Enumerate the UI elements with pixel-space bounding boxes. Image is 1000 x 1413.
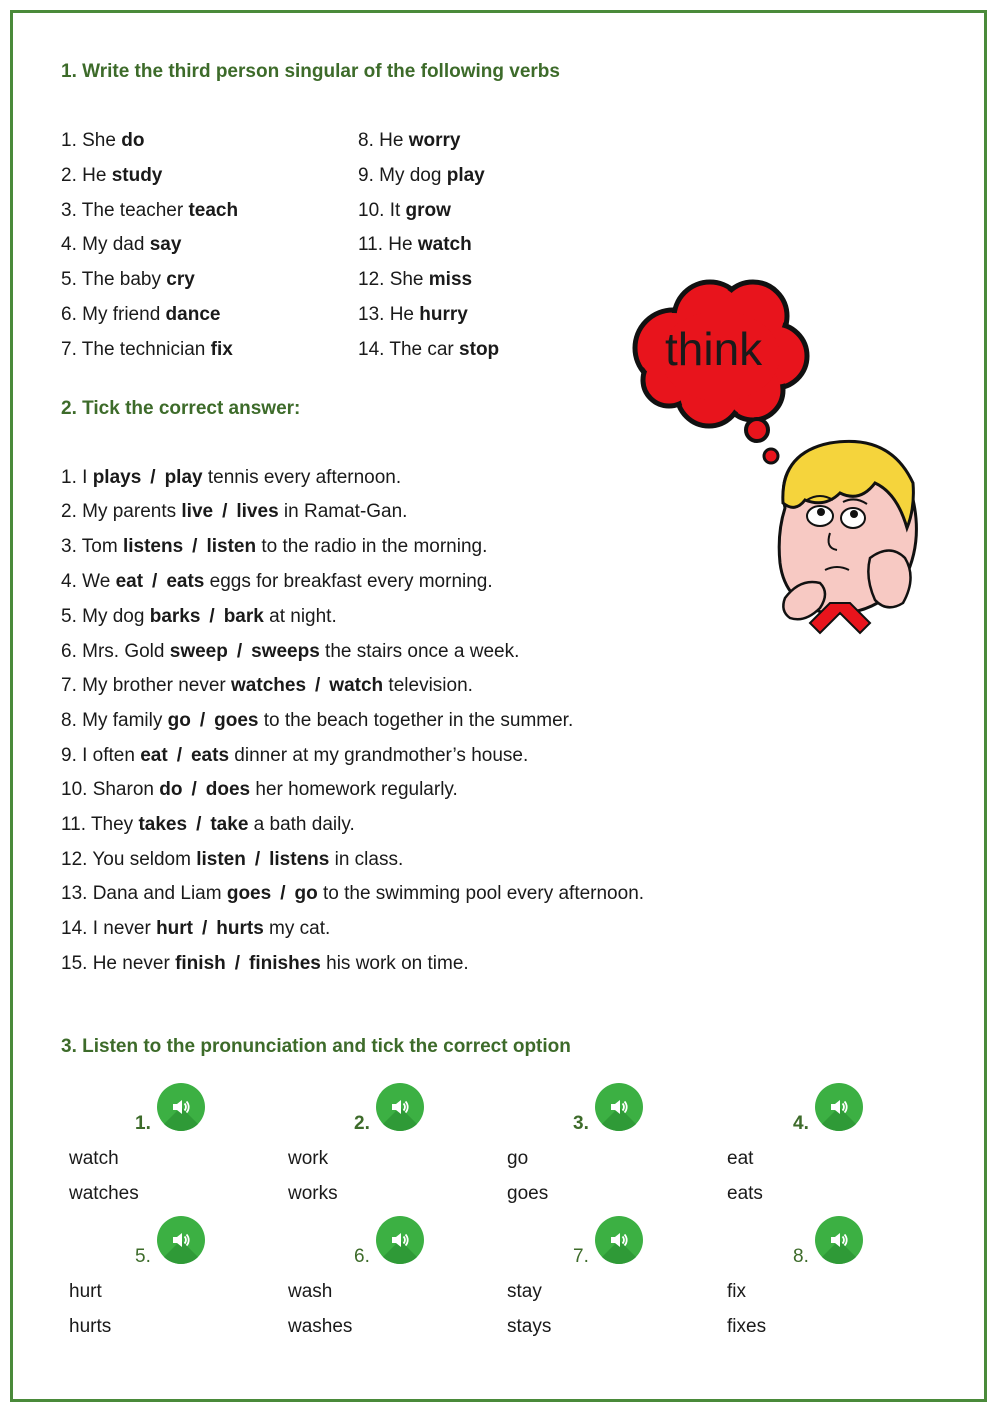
audio-play-button[interactable] xyxy=(815,1083,863,1131)
sentence-item: 15. He never finish / finishes his work on time. xyxy=(61,953,469,974)
pronunciation-option[interactable]: stays xyxy=(507,1316,552,1337)
sentence-item: 3. Tom listens / listen to the radio in the morning. xyxy=(61,536,488,557)
answer-option[interactable]: listens xyxy=(122,536,184,557)
option-number: 2. xyxy=(354,1113,370,1134)
verb-item: 13. He hurry xyxy=(358,304,468,325)
verb-item: 3. The teacher teach xyxy=(61,200,239,221)
answer-option[interactable]: eats xyxy=(166,571,205,592)
sentence-item: 1. I plays / play tennis every afternoon. xyxy=(61,467,402,488)
sentence-item: 5. My dog barks / bark at night. xyxy=(61,606,337,627)
answer-option[interactable]: go xyxy=(294,883,318,904)
answer-option[interactable]: listen xyxy=(206,536,257,557)
sentence-item: 10. Sharon do / does her homework regularly. xyxy=(61,779,458,800)
answer-option[interactable]: do xyxy=(159,779,183,800)
verb-item: 9. My dog play xyxy=(358,165,485,186)
audio-play-button[interactable] xyxy=(595,1083,643,1131)
pronunciation-option[interactable]: fix xyxy=(727,1281,746,1302)
speaker-icon xyxy=(609,1097,629,1117)
sentence-item: 9. I often eat / eats dinner at my grandmother’s house. xyxy=(61,745,529,766)
answer-option[interactable]: bark xyxy=(223,606,264,627)
answer-option[interactable]: hurts xyxy=(216,918,264,939)
answer-option[interactable]: finishes xyxy=(249,953,321,974)
speaker-icon xyxy=(609,1230,629,1250)
audio-play-button[interactable] xyxy=(157,1083,205,1131)
sentence-item: 4. We eat / eats eggs for breakfast every morning. xyxy=(61,571,493,592)
thinking-boy-illustration xyxy=(625,278,925,653)
section2-heading: 2. Tick the correct answer: xyxy=(61,398,301,419)
audio-play-button[interactable] xyxy=(376,1083,424,1131)
sentence-item: 14. I never hurt / hurts my cat. xyxy=(61,918,331,939)
verb-item: 11. He watch xyxy=(358,234,472,255)
option-number: 3. xyxy=(573,1113,589,1134)
answer-option[interactable]: play xyxy=(164,467,203,488)
verb-item: 2. He study xyxy=(61,165,163,186)
pronunciation-option[interactable]: eat xyxy=(727,1148,754,1169)
answer-option[interactable]: barks xyxy=(149,606,201,627)
option-number: 8. xyxy=(793,1246,809,1267)
verb-item: 12. She miss xyxy=(358,269,473,290)
answer-option[interactable]: plays xyxy=(92,467,142,488)
option-number: 7. xyxy=(573,1246,589,1267)
verb-item: 8. He worry xyxy=(358,130,461,151)
option-number: 5. xyxy=(135,1246,151,1267)
verb-item: 1. She do xyxy=(61,130,145,151)
pronunciation-option[interactable]: goes xyxy=(507,1183,549,1204)
verb-item: 14. The car stop xyxy=(358,339,500,360)
sentence-item: 7. My brother never watches / watch television. xyxy=(61,675,473,696)
sentence-item: 6. Mrs. Gold sweep / sweeps the stairs once a week. xyxy=(61,641,520,662)
pronunciation-option[interactable]: works xyxy=(288,1183,338,1204)
pronunciation-option[interactable]: hurt xyxy=(69,1281,102,1302)
option-number: 1. xyxy=(135,1113,151,1134)
audio-play-button[interactable] xyxy=(376,1216,424,1264)
answer-option[interactable]: listens xyxy=(269,849,330,870)
section3-heading: 3. Listen to the pronunciation and tick the correct option xyxy=(61,1036,571,1057)
verb-item: 10. It grow xyxy=(358,200,451,221)
answer-option[interactable]: lives xyxy=(236,501,279,522)
verb-item: 4. My dad say xyxy=(61,234,182,255)
answer-option[interactable]: watch xyxy=(329,675,384,696)
speaker-icon xyxy=(171,1097,191,1117)
pronunciation-option[interactable]: fixes xyxy=(727,1316,767,1337)
pronunciation-option[interactable]: watches xyxy=(69,1183,139,1204)
audio-play-button[interactable] xyxy=(815,1216,863,1264)
pronunciation-option[interactable]: wash xyxy=(288,1281,333,1302)
sentence-item: 12. You seldom listen / listens in class. xyxy=(61,849,404,870)
answer-option[interactable]: watches xyxy=(231,675,307,696)
answer-option[interactable]: eat xyxy=(115,571,144,592)
option-number: 6. xyxy=(354,1246,370,1267)
speaker-icon xyxy=(390,1097,410,1117)
answer-option[interactable]: eats xyxy=(190,745,230,766)
answer-option[interactable]: hurt xyxy=(156,918,193,939)
answer-option[interactable]: goes xyxy=(226,883,272,904)
answer-option[interactable]: eat xyxy=(140,745,168,766)
pronunciation-option[interactable]: watch xyxy=(69,1148,119,1169)
speaker-icon xyxy=(829,1230,849,1250)
sentence-item: 13. Dana and Liam goes / go to the swimming pool every afternoon. xyxy=(61,883,645,904)
pronunciation-option[interactable]: hurts xyxy=(69,1316,112,1337)
speaker-icon xyxy=(390,1230,410,1250)
verb-item: 6. My friend dance xyxy=(61,304,221,325)
answer-option[interactable]: does xyxy=(205,779,251,800)
verb-item: 5. The baby cry xyxy=(61,269,195,290)
pronunciation-option[interactable]: work xyxy=(288,1148,329,1169)
answer-option[interactable]: listen xyxy=(196,849,246,870)
answer-option[interactable]: take xyxy=(210,814,249,835)
sentence-item: 2. My parents live / lives in Ramat-Gan. xyxy=(61,501,408,522)
speaker-icon xyxy=(171,1230,191,1250)
pronunciation-option[interactable]: eats xyxy=(727,1183,763,1204)
answer-option[interactable]: finish xyxy=(175,953,226,974)
option-number: 4. xyxy=(793,1113,809,1134)
answer-option[interactable]: live xyxy=(181,501,214,522)
answer-option[interactable]: go xyxy=(167,710,191,731)
speaker-icon xyxy=(829,1097,849,1117)
answer-option[interactable]: takes xyxy=(138,814,188,835)
thought-bubble-text: think xyxy=(665,323,763,375)
pronunciation-option[interactable]: stay xyxy=(507,1281,542,1302)
sentence-item: 8. My family go / goes to the beach together in the summer. xyxy=(61,710,574,731)
pronunciation-option[interactable]: washes xyxy=(288,1316,353,1337)
answer-option[interactable]: sweeps xyxy=(251,641,320,662)
sentence-item: 11. They takes / take a bath daily. xyxy=(61,814,355,835)
section1-heading: 1. Write the third person singular of the following verbs xyxy=(61,61,560,82)
audio-play-button[interactable] xyxy=(595,1216,643,1264)
answer-option[interactable]: goes xyxy=(214,710,259,731)
pronunciation-option[interactable]: go xyxy=(507,1148,529,1169)
answer-option[interactable]: sweep xyxy=(169,641,228,662)
audio-play-button[interactable] xyxy=(157,1216,205,1264)
verb-item: 7. The technician fix xyxy=(61,339,233,360)
